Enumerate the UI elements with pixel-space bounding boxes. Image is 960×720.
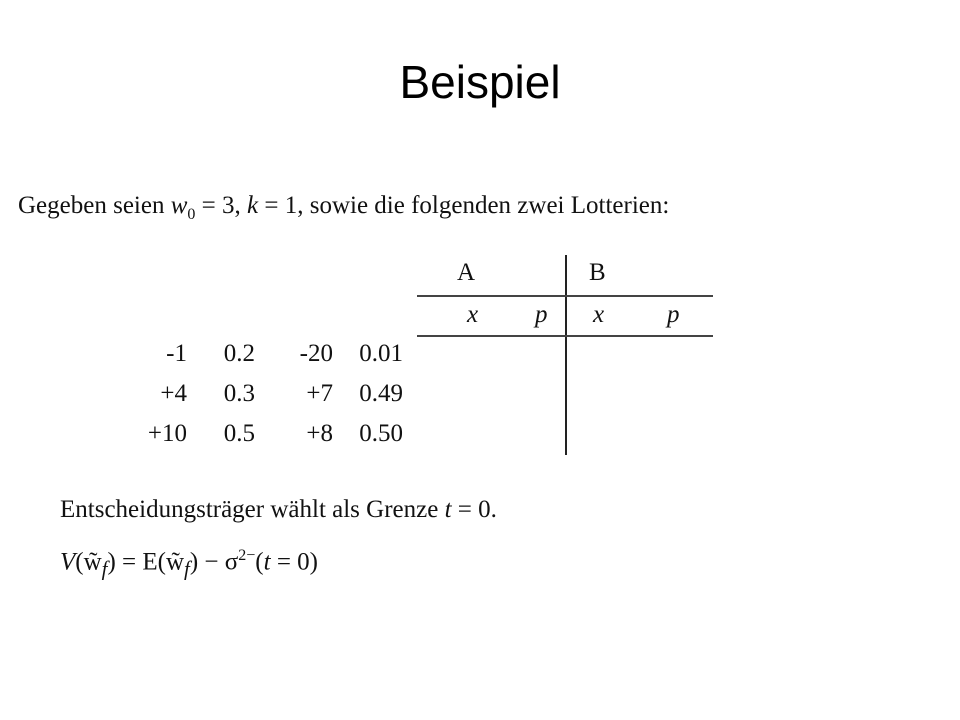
col-header-ax: x	[467, 301, 479, 328]
intro-prefix: Gegeben seien	[18, 192, 171, 219]
var-k: k	[247, 192, 259, 219]
table-cell-a-x-3: +10	[147, 420, 187, 447]
formula-part4: (	[255, 548, 264, 576]
lottery-a-header: A	[457, 259, 476, 286]
table-cell-a-x-2: +4	[160, 380, 187, 407]
table-rule-header	[417, 335, 713, 337]
formula-sub-f2: f	[184, 556, 190, 581]
formula-part1: (w̃	[75, 548, 102, 576]
table-cell-a-p-2: 0.3	[223, 380, 255, 407]
formula-V: V	[60, 548, 76, 576]
value-formula	[60, 547, 318, 581]
decision-suffix: = 0.	[451, 496, 497, 523]
table-cell-a-x-1: -1	[166, 340, 187, 367]
col-header-bp: p	[667, 301, 680, 328]
table-cell-b-x-2: +7	[306, 380, 333, 407]
var-t: t	[444, 496, 452, 523]
table-cell-a-p-1: 0.2	[223, 340, 255, 367]
table-cell-b-x-1: -20	[299, 340, 333, 367]
intro-text	[18, 192, 669, 224]
formula-sup: 2−	[238, 547, 256, 564]
formula-part3: ) − σ	[189, 548, 239, 576]
formula-t: t	[263, 548, 271, 576]
formula-part2: ) = E(w̃	[107, 548, 185, 576]
table-cell-b-p-1: 0.01	[359, 340, 403, 367]
var-w-subscript: 0	[187, 206, 196, 223]
table-cell-b-p-3: 0.50	[359, 420, 403, 447]
col-header-bx: x	[593, 301, 605, 328]
col-header-ap: p	[535, 301, 548, 328]
table-cell-a-p-3: 0.5	[223, 420, 255, 447]
lottery-b-header: B	[589, 259, 606, 286]
intro-eq1: = 3,	[195, 192, 248, 219]
decision-prefix: Entscheidungsträger wählt als Grenze	[60, 496, 445, 523]
table-cell-b-p-2: 0.49	[359, 380, 403, 407]
var-w: w	[170, 192, 188, 219]
table-rule-top	[417, 295, 713, 297]
table-cell-b-x-3: +8	[306, 420, 333, 447]
decision-text	[60, 496, 497, 524]
slide-title: Beispiel	[399, 56, 561, 108]
formula-part5: = 0)	[270, 548, 318, 576]
table-divider-vertical	[565, 255, 567, 455]
formula-sub-f1: f	[101, 556, 108, 581]
intro-eq2: = 1, sowie die folgenden zwei Lotterien:	[258, 192, 670, 219]
